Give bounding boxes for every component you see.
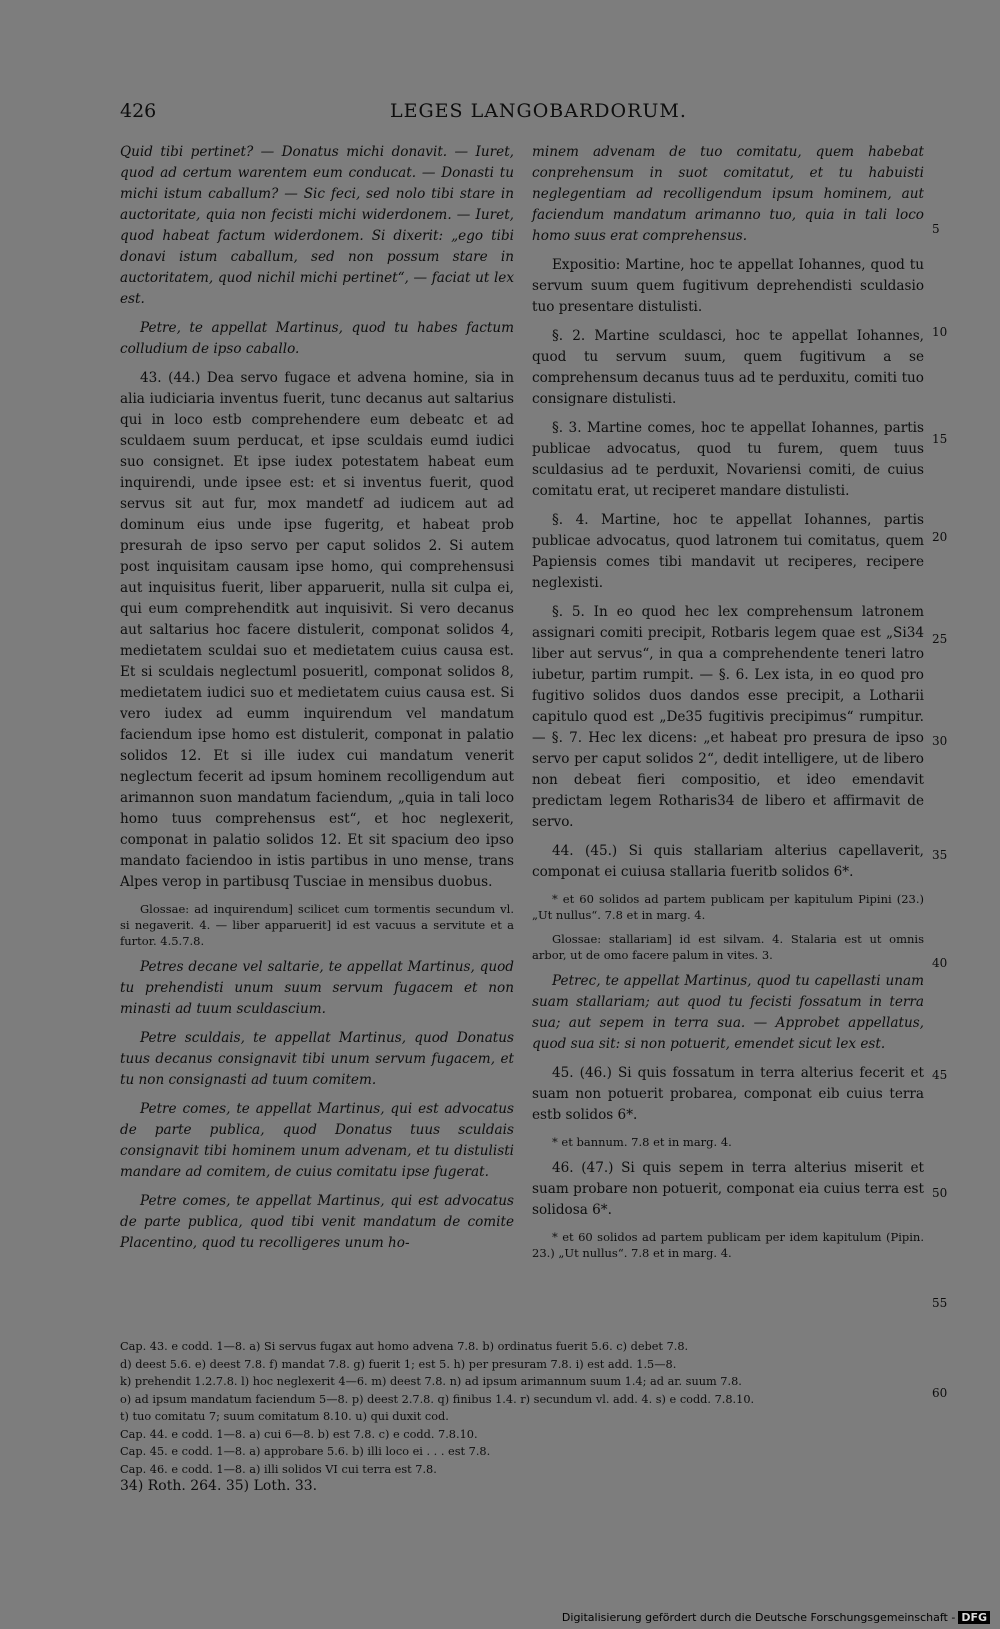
line-number: 35 — [932, 848, 948, 862]
paragraph: * et 60 solidos ad partem publicam per kapitulum Pipini (23.) „Ut nullus“. 7.8 et in marg. 4. — [532, 892, 924, 922]
running-title: LEGES LANGOBARDORUM. — [390, 100, 687, 122]
line-number: 30 — [932, 734, 948, 748]
paragraph: §. 2. Martine sculdasci, hoc te appellat Iohannes, quod tu servum suum, quem fugitivum a se comprehensum decanus tuus ad te perduxitu, comiti tuo consignare distulisti. — [532, 328, 924, 407]
paragraph: §. 5. In eo quod hec lex comprehensum latronem assignari comiti precipit, Rotbaris legem quae est „Si34 liber aut servus“, in qua a comprehendente teneri latro iubetur, partim rumpit. — §. 6. Lex ista, in eo quod pro fugitivo solidos duos dandos esse precipit, a Lotharii capitulo quod est „De35 fugitivis precipimus“ rumpitur. — §. 7. Hec lex dicens: „et habeat pro presura de ipso servo per caput solidos 2“, dedit intelligere, ut de libero non debeat fieri compositio, et ideo emendavit predictam legem Rotharis34 de libero et affirmavit de servo. — [532, 604, 924, 830]
footnote-line: Cap. 46. e codd. 1—8. a) illi solidos VI cui terra est 7.8. — [120, 1462, 437, 1476]
line-number: 40 — [932, 956, 948, 970]
paragraph: Petre sculdais, te appellat Martinus, quod Donatus tuus decanus consignavit tibi unum servum fugacem, et tu non consignasti ad tuum comitem. — [120, 1030, 514, 1088]
paragraph: Petrec, te appellat Martinus, quod tu capellasti unam suam stallariam; aut quod tu fecisti fossatum in terra sua; aut sepem in terra sua. — Approbet appellatus, quod sua sit: si non potuerit, emendet sicut lex est. — [532, 973, 924, 1052]
line-number: 25 — [932, 632, 948, 646]
footnote-line: Cap. 45. e codd. 1—8. a) approbare 5.6. b) illi loco ei . . . est 7.8. — [120, 1445, 491, 1458]
paragraph: §. 4. Martine, hoc te appellat Iohannes, partis publicae advocatus, quod latronem tui comitatus, quem Papiensis comes tibi mandavit ut reciperes, recipere neglexisti. — [532, 512, 924, 591]
paragraph: Glossae: ad inquirendum] scilicet cum tormentis secundum vl. si negaverit. 4. — liber apparuerit] id est vacuus a servitute et a furtor. 4.5.7.8. — [120, 902, 514, 948]
line-number: 55 — [932, 1296, 948, 1310]
digitization-credit — [562, 1611, 990, 1624]
paragraph: 46. (47.) Si quis sepem in terra alterius miserit et suam probare non potuerit, componat eia cuius terra est solidosa 6*. — [532, 1160, 924, 1218]
paragraph: Petre comes, te appellat Martinus, qui est advocatus de parte publica, quod tibi venit mandatum de comite Placentino, quod tu recolligeres unum ho- — [120, 1193, 514, 1251]
paragraph: 45. (46.) Si quis fossatum in terra alterius fecerit et suam non potuerit probarea, componat eib cuius terra estb solidos 6*. — [532, 1065, 924, 1123]
dfg-logo: DFG — [958, 1611, 990, 1624]
line-number: 50 — [932, 1186, 948, 1200]
paragraph: * et bannum. 7.8 et in marg. 4. — [552, 1135, 732, 1149]
paragraph: §. 3. Martine comes, hoc te appellat Iohannes, partis publicae advocatus, quod tu furem, quem tuus sculdasius ad te perduxit, Novariensi comiti, de cuius comitatu erat, ut reciperet mandare distulisti. — [532, 420, 924, 499]
footnote-line: Cap. 43. e codd. 1—8. a) Si servus fugax aut homo advena 7.8. b) ordinatus fuerit 5.6. c) debet 7.8. — [120, 1340, 689, 1353]
paragraph: 43. (44.) Dea servo fugace et advena homine, sia in alia iudiciaria inventus fuerit, tunc decanus aut saltarius qui in loco estb comprehendere eum debeatc et ad sculdaem suum perducat, et ipse sculdais eumd iudici suo consignet. Et ipse iudex potestatem habeat eum inquirendi, unde ipsee est: et si inventus fuerit, quod servus sit aut fur, mox mandetf ad iudicem aut ad dominum eius unde ipse fugeritg, et habeat prob presurah de ipso servo per caput solidos 2. Si autem post inquisitam causam ipse homo, qui comprehensusi aut inquisitus fuerit, liber apparuerit, nulla sit culpa ei, qui eum comprehenditk aut inquisivit. Si vero decanus aut saltarius hoc facere distulerit, componat solidos 4, medietatem sculdai suo et medietatem cuius causa est. Et si sculdais neglectuml posueritl, componat solidos 8, medietatem iudici suo et medietatem cuius causa est. Si vero iudex ad eumm inquirendum vel mandatum faciendum ipse homo est distulerit, componat in palatio solidos 12. Et si ille iudex cui mandatum venerit neglectum fecerit ad ipsum hominem recolligendum aut arimannon suon mandatum faciendum, „quia in tali loco homo tuus comprehensus est“, et hoc neglexerit, componat in palatio solidos 12. Et sit spacium deo ipso mandato faciendoo in istis partibus in uno mense, trans Alpes verop in partibusq Tusciae in mensibus duobus. — [120, 370, 514, 890]
line-number: 15 — [932, 432, 948, 446]
paragraph: Petres decane vel saltarie, te appellat Martinus, quod tu prehendisti unum suum servum fugacem et non minasti ad tuum sculdascium. — [120, 959, 514, 1017]
paragraph: minem advenam de tuo comitatu, quem habebat conprehensum in suot comitatut, et tu habuisti neglegentiam ad recolligendum ipsum hominem, aut faciendum mandatum arimanno tuo, quia in tali loco homo suus erat comprehensus. — [532, 144, 924, 244]
paragraph: 44. (45.) Si quis stallariam alterius capellaverit, componat ei cuiusa stallaria fueritb solidos 6*. — [532, 843, 924, 880]
footnote-line: o) ad ipsum mandatum faciendum 5—8. p) deest 2.7.8. q) finibus 1.4. r) secundum vl. add. 4. s) e codd. 7.8.10. — [120, 1392, 755, 1406]
paragraph: Petre, te appellat Martinus, quod tu habes factum colludium de ipso caballo. — [120, 320, 514, 357]
footnote-line: d) deest 5.6. e) deest 7.8. f) mandat 7.8. g) fuerit 1; est 5. h) per presuram 7.8. i) est add. 1.5—8. — [120, 1357, 677, 1371]
line-number: 20 — [932, 530, 948, 544]
page-number: 426 — [120, 100, 157, 122]
line-number: 10 — [932, 325, 948, 339]
right-column — [532, 142, 924, 1269]
footnote-line: Cap. 44. e codd. 1—8. a) cui 6—8. b) est 7.8. c) e codd. 7.8.10. — [120, 1427, 478, 1441]
paragraph: Glossae: stallariam] id est silvam. 4. Stalaria est ut omnis arbor, ut de omo facere palum in vites. 3. — [532, 932, 924, 962]
footnote-line: k) prehendit 1.2.7.8. l) hoc neglexerit 4—6. m) deest 7.8. n) ad ipsum arimannum suum 1.4; ad ar. suum 7.8. — [120, 1375, 742, 1388]
paragraph: Petre comes, te appellat Martinus, qui est advocatus de parte publica, quod Donatus tuus sculdais consignavit tibi hominem unum advenam, et tu distulisti mandare ad comitem, de cuius comitatu ipse fugerat. — [120, 1101, 514, 1180]
references: 34) Roth. 264. 35) Loth. 33. — [120, 1478, 318, 1494]
left-column — [120, 142, 514, 1262]
footnote-line: t) tuo comitatu 7; suum comitatum 8.10. u) qui duxit cod. — [120, 1410, 449, 1423]
line-number: 5 — [932, 222, 940, 236]
line-number: 45 — [932, 1068, 948, 1082]
paragraph: * et 60 solidos ad partem publicam per idem kapitulum (Pipin. 23.) „Ut nullus“. 7.8 et in marg. 4. — [532, 1230, 924, 1260]
line-number: 60 — [932, 1386, 948, 1400]
footnotes — [120, 1338, 925, 1478]
credit-text: Digitalisierung gefördert durch die Deutsche Forschungsgemeinschaft - — [561, 1611, 956, 1624]
paragraph: Quid tibi pertinet? — Donatus michi donavit. — Iuret, quod ad certum warentem eum conducat. — Donasti tu michi istum caballum? — Sic feci, sed nolo tibi stare in auctoritate, quia non fecisti michi widerdonem. — Iuret, quod habeat factum widerdonem. Si dixerit: „ego tibi donavi istum caballum, sed non possum stare in auctoritatem, quod nichil michi pertinet“, — faciat ut lex est. — [120, 144, 514, 307]
paragraph: Expositio: Martine, hoc te appellat Iohannes, quod tu servum suum quem fugitivum deprehendisti sculdasio tuo presentare distulisti. — [532, 257, 924, 315]
